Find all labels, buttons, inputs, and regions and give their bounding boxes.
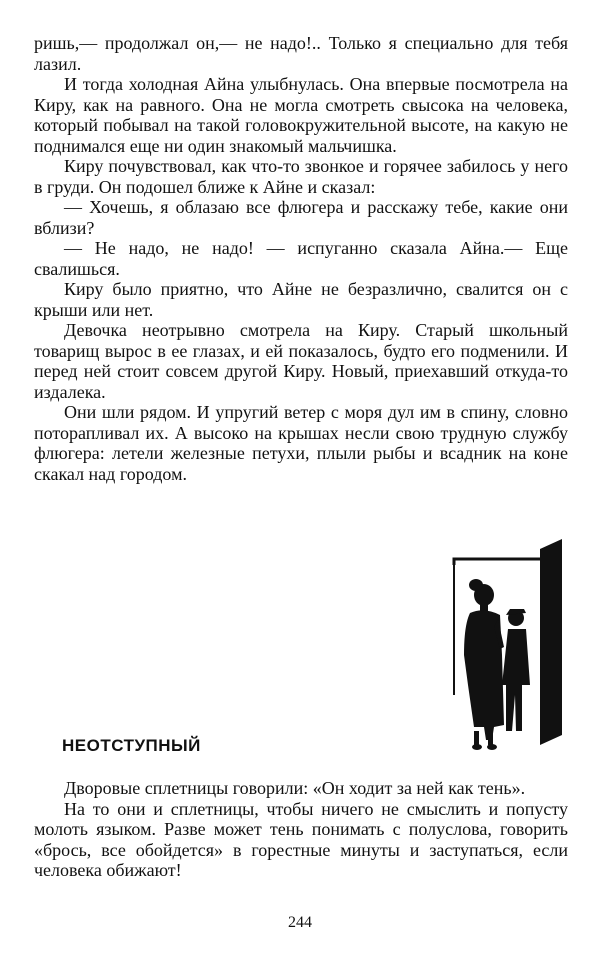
paragraph: Киру почувствовал, как что-то звонкое и горячее забилось у него в груди. Он подошел ближе к Айне и сказал:	[34, 156, 568, 197]
paragraph: — Хочешь, я облазаю все флюгера и расскажу тебе, какие они вблизи?	[34, 197, 568, 238]
page-number: 244	[288, 914, 312, 931]
paragraph: Они шли рядом. И упругий ветер с моря дул им в спину, словно поторапливал их. А высоко на крышах несли свою трудную службу флюгера: летели железные петухи, плыли рыбы и всадник на коне скакал над городом.	[34, 402, 568, 484]
section-heading: НЕОТСТУПНЫЙ	[62, 736, 201, 755]
paragraph: Дворовые сплетницы говорили: «Он ходит за ней как тень».	[64, 778, 526, 798]
story-text-section	[34, 778, 568, 881]
paragraph: Киру было приятно, что Айне не безразлично, свалится он с крыши или нет.	[34, 279, 568, 320]
paragraph: ришь,— продолжал он,— не надо!.. Только я специально для тебя лазил.	[34, 33, 568, 74]
silhouette-illustration	[440, 535, 570, 757]
paragraph: И тогда холодная Айна улыбнулась. Она впервые посмотрела на Киру, как на равного. Она не могла смотреть свысока на человека, который побывал на такой головокружительной высоте, на какую не поднимался еще ни один знакомый мальчишка.	[34, 74, 568, 156]
paragraph: — Не надо, не надо! — испуганно сказала Айна.— Еще свалишься.	[34, 238, 568, 279]
paragraph: Девочка неотрывно смотрела на Киру. Старый школьный товарищ вырос в ее глазах, и ей показалось, будто его подменили. И перед ней стоит совсем другой Киру. Новый, приехавший откуда-то издалека.	[34, 320, 568, 402]
story-text-section	[34, 33, 568, 484]
paragraph: На то они и сплетницы, чтобы ничего не смыслить и попусту молоть языком. Разве может тень понимать с полуслова, говорить «брось, все обойдется» в горестные минуты и заступаться, если человека обижают!	[34, 798, 568, 880]
